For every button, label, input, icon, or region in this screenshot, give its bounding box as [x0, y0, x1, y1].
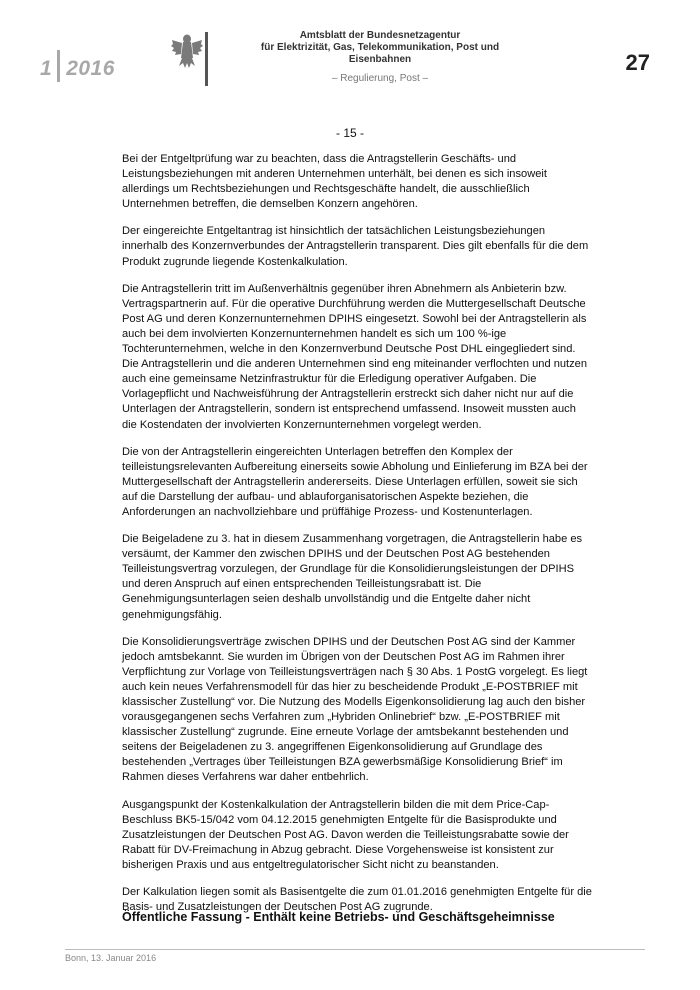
paragraph: Die von der Antragstellerin eingereichten Unterlagen betreffen den Komplex der teilleistungsrelevanten Aufbereitung einerseits sowie Abholung und Einlieferung im BZA bei der Muttergesellschaft der Antragstellerin andererseits. Diese Unterlagen erfüllen, soweit sie sich auf die Darstellung der aufbau- und ablauforganisatorischen Aspekte beziehen, die Anforderungen an nachvollziehbare und prüffähige Prozess- und Kostenunterlagen. — [122, 445, 588, 518]
paragraph: Die Antragstellerin tritt im Außenverhältnis gegenüber ihren Abnehmern als Anbieterin bzw. Vertragspartnerin auf. Für die operative Durchführung werden die Muttergesellschaft Deutsche Post AG und deren Konzernunternehmen DPIHS eingesetzt. Sowohl bei der Antragstellerin als auch bei dem involvierten Konzernunternehmen handelt es sich um 100 %-ige Tochterunternehmen, welche in den Konzernverbund Deutsche Post DHL eingegliedert sind. Die Antragstellerin und die anderen Unternehmen sind eng miteinander verflochten und nutzen auch eine gemeinsame Netzinfrastruktur für die Erledigung operativer Aufgaben. Die Vorlagepflicht und Nachweisführung der Antragstellerin erstreckt sich daher nicht nur auf die Unterlagen der Antragstellerin, sondern ist entsprechend umfassend. Insoweit mussten auch die Kostendaten der involvierten Konzernunternehmen vorgelegt werden. — [122, 282, 588, 431]
publication-title — [230, 30, 530, 84]
header-divider — [205, 32, 208, 86]
paragraph: Der Kalkulation liegen somit als Basisentgelte die zum 01.01.2016 genehmigten Entgelte für die Basis- und Zusatzleistungen der Deutschen Post AG zugrunde. — [122, 886, 592, 914]
footer-date: Bonn, 13. Januar 2016 — [65, 953, 157, 963]
paragraph: Der eingereichte Entgeltantrag ist hinsichtlich der tatsächlichen Leistungsbeziehungen innerhalb des Konzernverbundes der Antragstellerin transparent. Dies gilt ebenfalls für die dem Produkt zugrunde liegende Kostenkalkulation. — [122, 225, 589, 268]
footer-divider — [65, 949, 645, 950]
paragraph: Die Beigeladene zu 3. hat in diesem Zusammenhang vorgetragen, die Antragstellerin habe es versäumt, der Kammer den zwischen DPIHS und der Deutschen Post AG bestehenden Teilleistungsvertrag vorzulegen, der Grundlage für die Konsolidierungsleistungen der DPIHS und deren Anspruch auf einen entsprechenden Teilleistungsrabatt ist. Die Genehmigungsunterlagen seien deshalb unvollständig und die Entgelte daher nicht genehmigungsfähig. — [122, 533, 583, 621]
public-version-note: Öffentliche Fassung - Enthält keine Betriebs- und Geschäftsgeheimnisse — [122, 910, 555, 924]
body-text — [122, 152, 592, 927]
section-subtitle: – Regulierung, Post – — [331, 73, 429, 84]
org-line-1: Amtsblatt der Bundesnetzagentur — [299, 30, 461, 41]
issue-label — [40, 50, 115, 82]
paragraph: Die Konsolidierungsverträge zwischen DPIHS und der Deutschen Post AG sind der Kammer jedoch amtsbekannt. Sie wurden im Übrigen von der Deutschen Post AG im Rahmen ihrer Verpflichtung zur Vorlage von Teilleistungsverträgen nach § 30 Abs. 1 PostG vorgelegt. Es liegt auch kein neues Verfahrensmodell für das hier zu bescheidende Produkt „E-POSTBRIEF mit klassischer Zustellung“ vor. Die Nutzung des Modells Eigenkonsolidierung lag auch den bisher vorausgegangenen sechs Verfahren zum „Hybriden Onlinebrief“ bzw. „E-POSTBRIEF mit klassischer Zustellung“ zugrunde. Eine erneute Vorlage der amtsbekannt bestehenden und seitens der Beigeladenen zu 3. angegriffenen Eigenkonsolidierung auf Grundlage des bestehenden „Vertrages über Teilleistungen BZA gewerbsmäßige Konsolidierung Brief“ im Rahmen dieses Verfahrens war daher entbehrlich. — [122, 635, 588, 784]
page-number: 27 — [625, 50, 650, 75]
issue-number: 1 — [40, 57, 53, 80]
paragraph: Ausgangspunkt der Kostenkalkulation der Antragstellerin bilden die mit dem Price-Cap-Beschluss BK5-15/042 vom 04.12.2015 genehmigten Entgelte für die Basisprodukte und Zusatzleistungen der Deutschen Post AG. Davon werden die Teilleistungsrabatte sowie der Rabatt für DV-Freimachung in Abzug gebracht. Diese Vorgehensweise ist konsistent zur bisherigen Praxis und aus entgeltregulatorischer Sicht nicht zu beanstanden. — [122, 798, 569, 871]
internal-page-marker: - 15 - — [335, 126, 364, 140]
issue-year: 2016 — [66, 57, 115, 80]
federal-eagle-icon — [170, 30, 204, 70]
issue-divider — [57, 50, 60, 82]
org-line-2: für Elektrizität, Gas, Telekommunikation, Post und Eisenbahnen — [260, 42, 500, 65]
paragraph: Bei der Entgeltprüfung war zu beachten, dass die Antragstellerin Geschäfts- und Leistungsbeziehungen mit anderen Unternehmen unterhält, bei denen es sich insoweit allerdings um Rechtsbeziehungen und Rechtsgeschäfte handelt, die ausschließlich Unternehmen betreffen, die demselben Konzern angehören. — [122, 153, 547, 211]
